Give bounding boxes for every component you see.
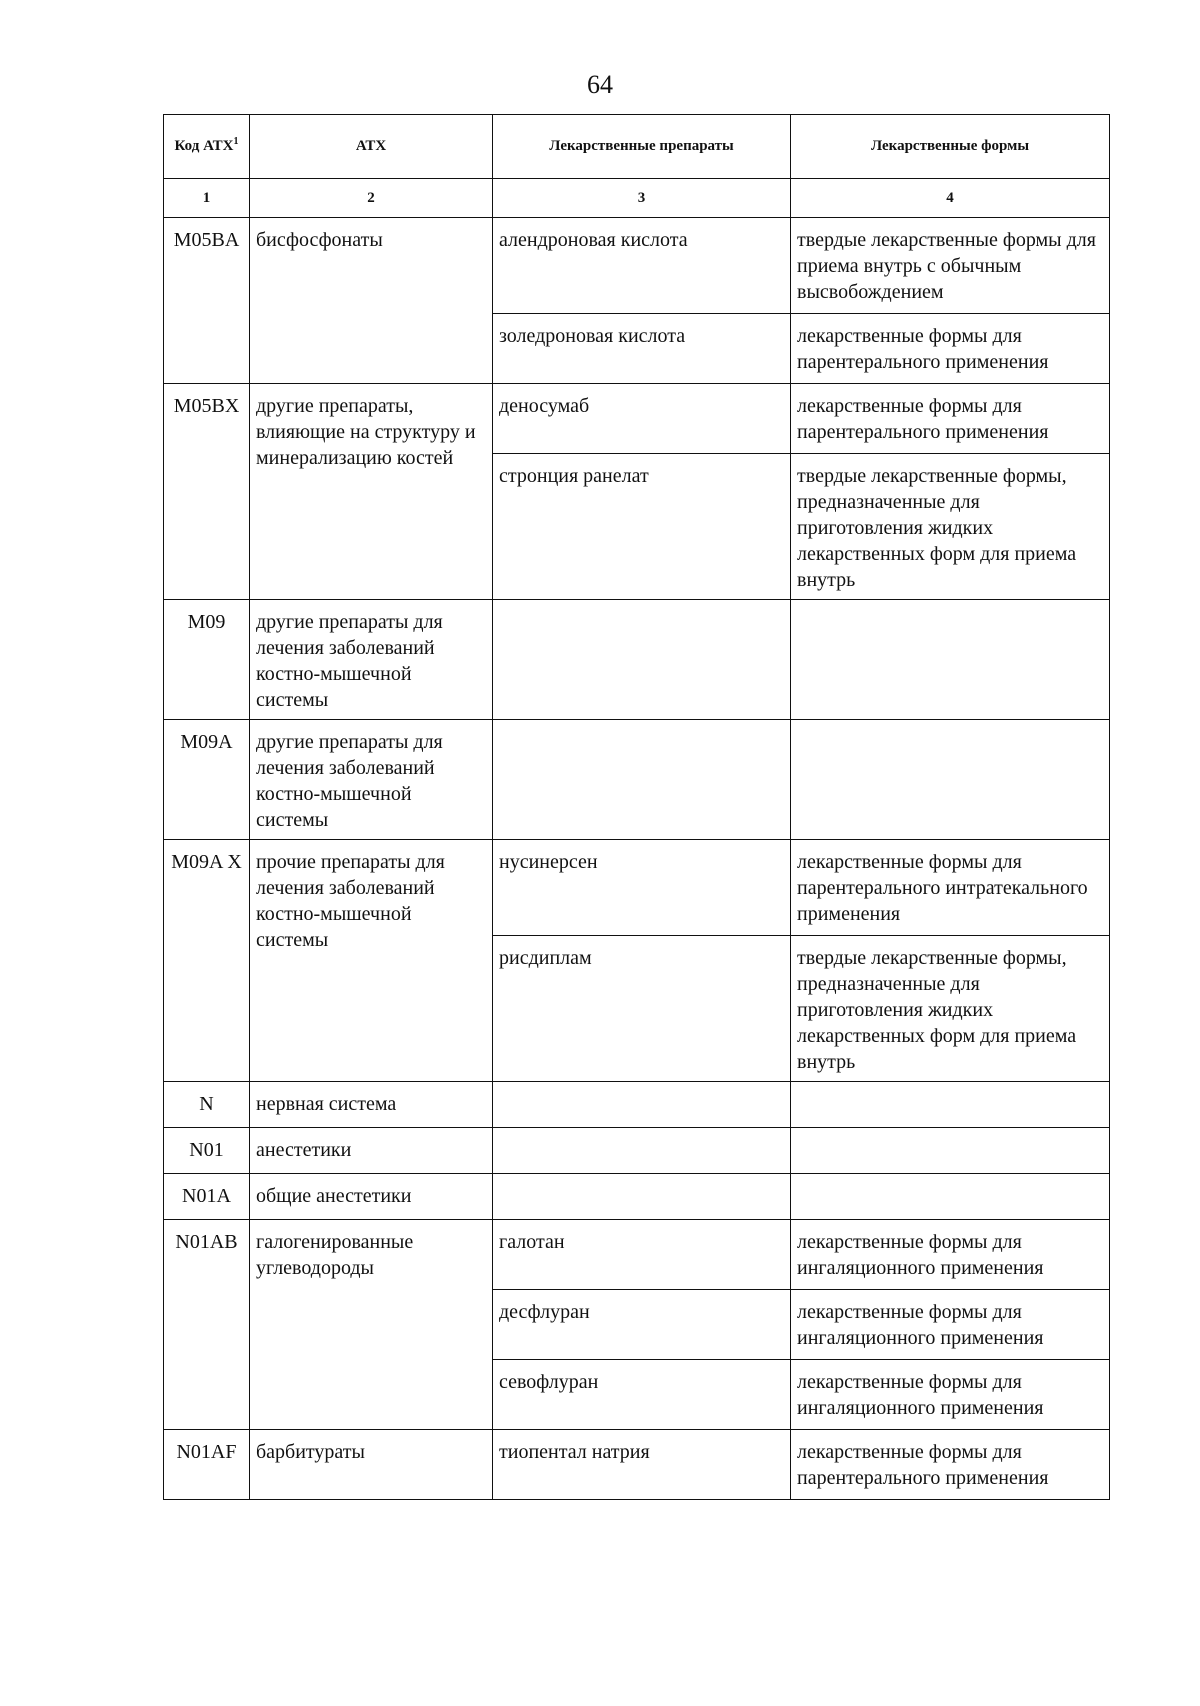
table-row <box>164 1174 1110 1220</box>
dosage-form-cell <box>791 1082 1110 1128</box>
table-body <box>164 218 1110 1500</box>
table-row <box>164 384 1110 454</box>
atx-code-cell: N <box>164 1082 250 1128</box>
dosage-form-cell: твердые лекарственные формы, предназначенные для приготовления жидких лекарственных форм для приема внутрь <box>791 454 1110 600</box>
header-drugs: Лекарственные препараты <box>493 115 791 179</box>
atx-name-cell: анестетики <box>250 1128 493 1174</box>
header-code: Код АТХ$^1$ <box>164 115 250 179</box>
dosage-form-cell: лекарственные формы для парентерального применения <box>791 314 1110 384</box>
dosage-form-cell <box>791 1174 1110 1220</box>
column-number: 2 <box>250 179 493 218</box>
atx-code-cell: M05BA <box>164 218 250 384</box>
atx-name-cell: другие препараты, влияющие на структуру и минерализацию костей <box>250 384 493 600</box>
atx-name-cell: другие препараты для лечения заболеваний костно-мышечной системы <box>250 720 493 840</box>
atx-name-cell: нервная система <box>250 1082 493 1128</box>
dosage-form-cell: лекарственные формы для ингаляционного применения <box>791 1360 1110 1430</box>
drug-cell <box>493 1174 791 1220</box>
atx-table <box>163 114 1110 1500</box>
column-number: 3 <box>493 179 791 218</box>
drug-cell <box>493 1128 791 1174</box>
table-row <box>164 600 1110 720</box>
drug-cell: севофлуран <box>493 1360 791 1430</box>
dosage-form-cell: лекарственные формы для ингаляционного применения <box>791 1290 1110 1360</box>
table-row <box>164 218 1110 314</box>
table-row <box>164 1430 1110 1500</box>
table-row <box>164 1082 1110 1128</box>
drug-cell: десфлуран <box>493 1290 791 1360</box>
column-number-row <box>164 179 1110 218</box>
table-row <box>164 840 1110 936</box>
drug-cell: деносумаб <box>493 384 791 454</box>
column-number: 1 <box>164 179 250 218</box>
atx-name-cell: барбитураты <box>250 1430 493 1500</box>
drug-cell: нусинерсен <box>493 840 791 936</box>
drug-cell: рисдиплам <box>493 936 791 1082</box>
table-row <box>164 1220 1110 1290</box>
column-number: 4 <box>791 179 1110 218</box>
drug-cell <box>493 600 791 720</box>
drug-cell: галотан <box>493 1220 791 1290</box>
drug-cell <box>493 720 791 840</box>
footnote-marker: 1 <box>233 136 239 147</box>
atx-code-cell: M05BX <box>164 384 250 600</box>
atx-code-cell: M09A X <box>164 840 250 1082</box>
atx-name-cell: общие анестетики <box>250 1174 493 1220</box>
atx-name-cell: другие препараты для лечения заболеваний костно-мышечной системы <box>250 600 493 720</box>
drug-cell: золедроновая кислота <box>493 314 791 384</box>
table-header-row <box>164 115 1110 179</box>
drug-cell: алендроновая кислота <box>493 218 791 314</box>
atx-code-cell: N01AB <box>164 1220 250 1430</box>
header-forms: Лекарственные формы <box>791 115 1110 179</box>
atx-code-cell: M09 <box>164 600 250 720</box>
dosage-form-cell <box>791 600 1110 720</box>
atx-name-cell: бисфосфонаты <box>250 218 493 384</box>
table-row <box>164 1128 1110 1174</box>
atx-code-cell: N01A <box>164 1174 250 1220</box>
dosage-form-cell <box>791 720 1110 840</box>
atx-code-cell: N01AF <box>164 1430 250 1500</box>
atx-code-cell: M09A <box>164 720 250 840</box>
atx-name-cell: галогенированные углеводороды <box>250 1220 493 1430</box>
dosage-form-cell: лекарственные формы для парентерального применения <box>791 384 1110 454</box>
atx-name-cell: прочие препараты для лечения заболеваний костно-мышечной системы <box>250 840 493 1082</box>
dosage-form-cell: лекарственные формы для парентерального интратекального применения <box>791 840 1110 936</box>
dosage-form-cell: твердые лекарственные формы, предназначенные для приготовления жидких лекарственных форм для приема внутрь <box>791 936 1110 1082</box>
dosage-form-cell: лекарственные формы для парентерального применения <box>791 1430 1110 1500</box>
drug-cell: стронция ранелат <box>493 454 791 600</box>
drug-cell: тиопентал натрия <box>493 1430 791 1500</box>
dosage-form-cell: лекарственные формы для ингаляционного применения <box>791 1220 1110 1290</box>
dosage-form-cell: твердые лекарственные формы для приема внутрь с обычным высвобождением <box>791 218 1110 314</box>
atx-code-cell: N01 <box>164 1128 250 1174</box>
page-number: 64 <box>587 70 613 99</box>
drug-cell <box>493 1082 791 1128</box>
header-atx: АТХ <box>250 115 493 179</box>
table-row <box>164 720 1110 840</box>
dosage-form-cell <box>791 1128 1110 1174</box>
